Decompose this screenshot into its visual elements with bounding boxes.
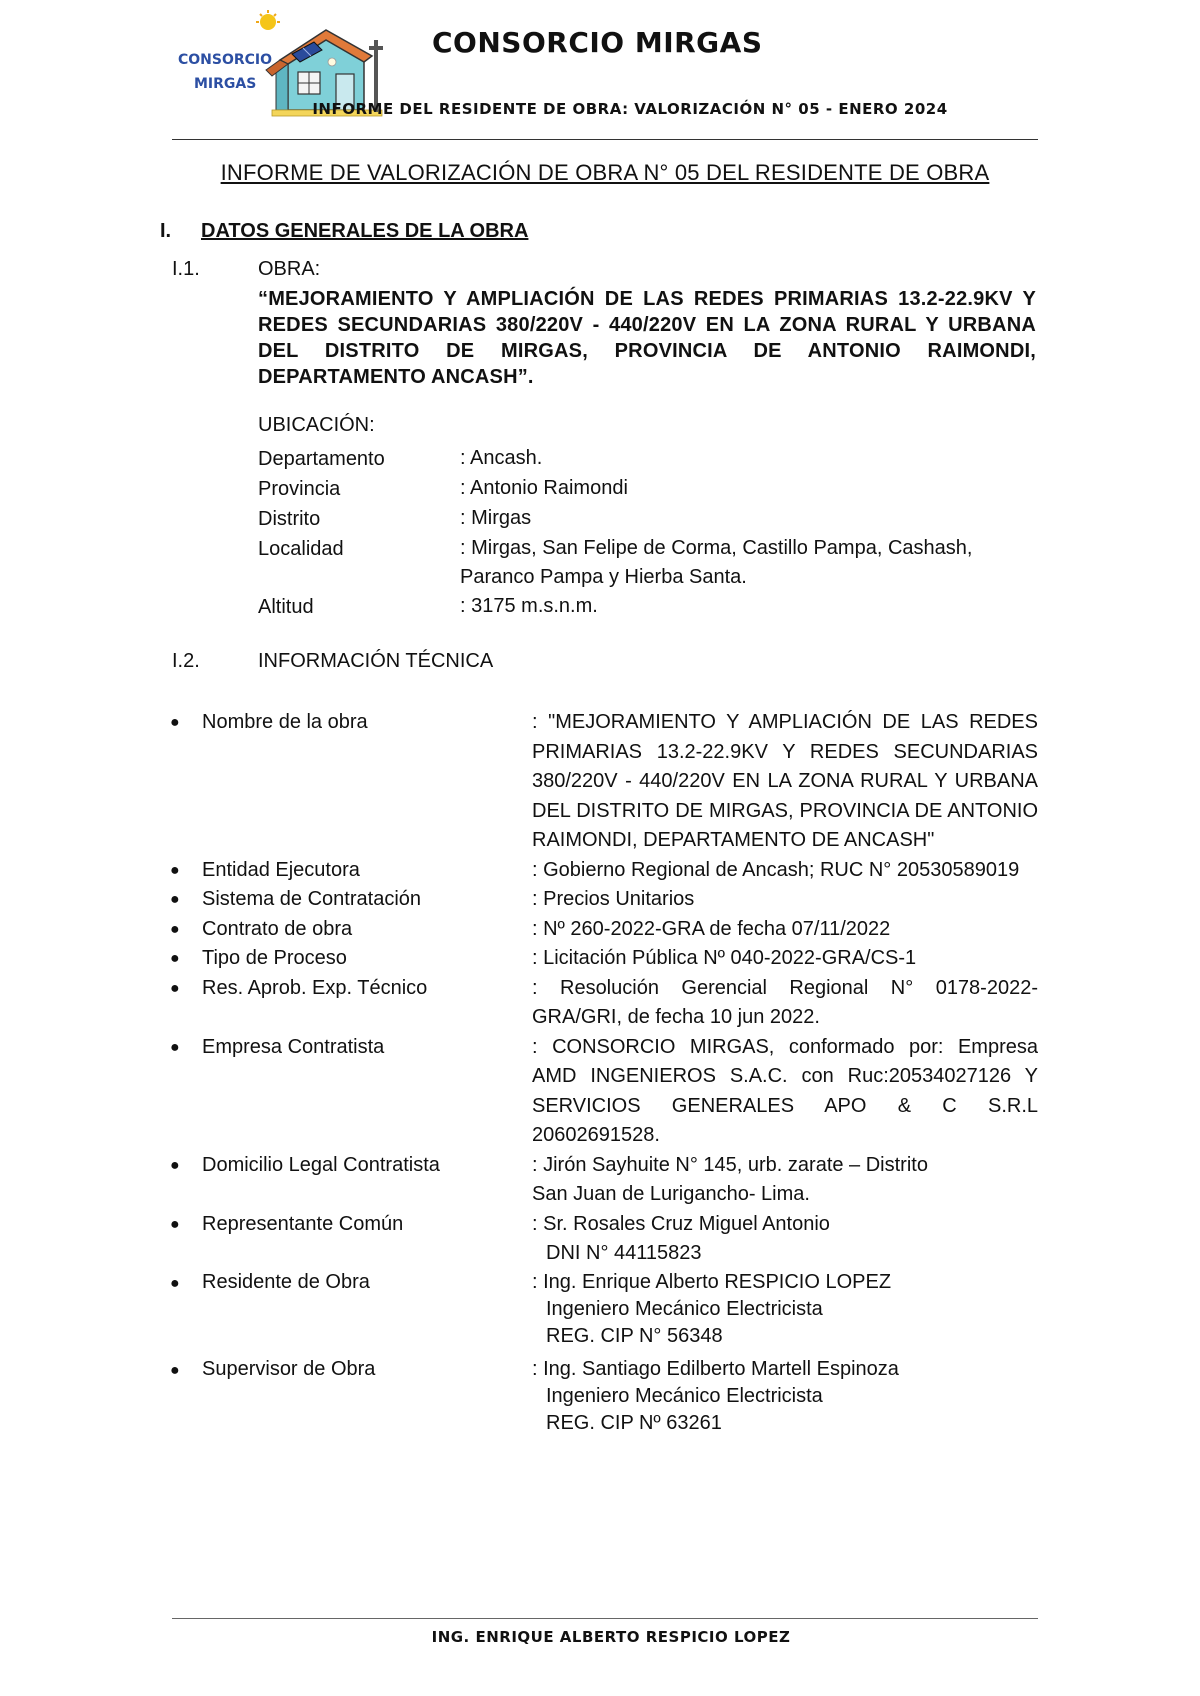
tech-value: : Licitación Pública Nº 040-2022-GRA/CS-1 — [532, 947, 917, 969]
list-item — [170, 1151, 1038, 1210]
tech-value: : Sr. Rosales Cruz Miguel Antonio — [532, 1212, 830, 1235]
company-name: CONSORCIO MIRGAS — [432, 26, 763, 59]
report-subtitle: INFORME DEL RESIDENTE DE OBRA: VALORIZACIÓN N° 05 - ENERO 2024 — [312, 100, 948, 118]
ubicacion-value: : 3175 m.s.n.m. — [460, 595, 598, 617]
ubicacion-value: : Mirgas — [460, 507, 532, 529]
tech-key: Empresa Contratista — [202, 1035, 385, 1058]
tech-key: Entidad Ejecutora — [202, 858, 360, 881]
tech-key: Supervisor de Obra — [202, 1357, 376, 1380]
tech-key: Contrato de obra — [202, 917, 353, 940]
tech-value-group — [532, 1269, 1038, 1350]
bullet-icon: ● — [170, 950, 180, 967]
section-number: I. — [160, 220, 172, 242]
bullet-icon: ● — [170, 1038, 180, 1056]
ubicacion-value: : Ancash. — [460, 447, 543, 469]
ubicacion-key: Localidad — [258, 538, 344, 560]
obra-description: “MEJORAMIENTO Y AMPLIACIÓN DE LAS REDES PRIMARIAS 13.2-22.9KV Y REDES SECUNDARIAS 380/220V - 440/220V EN LA ZONA RURAL Y URBANA DEL DISTRITO DE MIRGAS, PROVINCIA DE ANTONIO RAIMONDI, DEPARTAMENTO ANCASH”. — [258, 288, 1036, 388]
subsection-label-obra: OBRA: — [258, 258, 321, 280]
subsection-label-tecnica: INFORMACIÓN TÉCNICA — [258, 650, 494, 672]
list-item — [170, 856, 1038, 886]
footer-signature: ING. ENRIQUE ALBERTO RESPICIO LOPEZ — [431, 1628, 791, 1646]
ubicacion-value: : Mirgas, San Felipe de Corma, Castillo Pampa, Cashash, Paranco Pampa y Hierba Santa. — [460, 537, 973, 588]
bullet-icon: ● — [170, 1215, 180, 1233]
ubicacion-key: Altitud — [258, 596, 314, 618]
subsection-number-tecnica: I.2. — [172, 650, 200, 672]
tech-key: Representante Común — [202, 1212, 404, 1235]
ubicacion-key: Distrito — [258, 508, 321, 530]
subsection-number-obra: I.1. — [172, 258, 200, 280]
list-item — [170, 915, 1038, 945]
tech-key: Res. Aprob. Exp. Técnico — [202, 976, 428, 999]
bullet-icon: ● — [170, 920, 180, 938]
tech-key: Residente de Obra — [202, 1270, 370, 1293]
tech-value: : Ing. Enrique Alberto RESPICIO LOPEZ — [532, 1270, 892, 1293]
tech-value: : Jirón Sayhuite N° 145, urb. zarate – Distrito — [532, 1153, 928, 1176]
tech-value-line2: Ingeniero Mecánico Electricista — [546, 1384, 823, 1407]
ubicacion-value: : Antonio Raimondi — [460, 477, 628, 499]
ubicacion-row — [258, 534, 1038, 592]
list-item — [170, 1269, 1038, 1350]
header-divider — [172, 139, 1038, 140]
logo-text-line2: MIRGAS — [194, 76, 257, 92]
ubicacion-row — [258, 592, 1038, 622]
bullet-icon: ● — [170, 861, 180, 879]
ubicacion-key: Departamento — [258, 448, 385, 470]
tech-value: : Resolución Gerencial Regional N° 0178-2022-GRA/GRI, de fecha 10 jun 2022. — [532, 976, 1038, 1028]
tech-value-line2: Ingeniero Mecánico Electricista — [546, 1297, 823, 1320]
bullet-icon: ● — [170, 979, 180, 997]
ubicacion-row — [258, 504, 1038, 534]
ubicacion-key: Provincia — [258, 478, 341, 500]
tech-value: : "MEJORAMIENTO Y AMPLIACIÓN DE LAS REDES PRIMARIAS 13.2-22.9KV Y REDES SECUNDARIAS 380/220V - 440/220V EN LA ZONA RURAL Y URBANA DEL DISTRITO DE MIRGAS, PROVINCIA DE ANTONIO RAIMONDI, DEPARTAMENTO DE ANCASH" — [532, 711, 1038, 851]
tech-value-line3: REG. CIP N° 56348 — [546, 1324, 723, 1347]
bullet-icon: ● — [170, 1361, 180, 1379]
tech-value: : Ing. Santiago Edilberto Martell Espinoza — [532, 1357, 899, 1380]
ubicacion-table — [258, 444, 1038, 622]
list-item — [170, 1356, 1038, 1437]
list-item — [170, 885, 1038, 915]
bullet-icon: ● — [170, 1156, 180, 1174]
tech-value: : Precios Unitarios — [532, 888, 695, 910]
tech-value: : Nº 260-2022-GRA de fecha 07/11/2022 — [532, 917, 891, 940]
tech-key: Tipo de Proceso — [202, 947, 347, 969]
section-title: DATOS GENERALES DE LA OBRA — [201, 220, 529, 242]
bullet-icon: ● — [170, 714, 180, 731]
list-item — [170, 708, 1038, 856]
list-item — [170, 974, 1038, 1033]
tech-value-group — [532, 1210, 1038, 1269]
tech-value-group — [532, 1356, 1038, 1437]
tech-value: : CONSORCIO MIRGAS, conformado por: Empresa AMD INGENIEROS S.A.C. con Ruc:20534027126 Y SERVICIOS GENERALES APO & C S.R.L 20602691528. — [532, 1035, 1038, 1146]
list-item — [170, 1033, 1038, 1151]
tech-value-line3: REG. CIP Nº 63261 — [546, 1411, 722, 1434]
tech-key: Domicilio Legal Contratista — [202, 1153, 440, 1176]
technical-info-list — [170, 708, 1038, 1437]
tech-key: Sistema de Contratación — [202, 888, 422, 910]
footer-divider — [172, 1618, 1038, 1619]
document-title: INFORME DE VALORIZACIÓN DE OBRA N° 05 DEL RESIDENTE DE OBRA — [220, 160, 990, 185]
ubicacion-row — [258, 474, 1038, 504]
tech-key: Nombre de la obra — [202, 711, 368, 733]
tech-value-group — [532, 1151, 1038, 1210]
bullet-icon: ● — [170, 1274, 180, 1292]
bullet-icon: ● — [170, 891, 180, 908]
tech-value-line2: San Juan de Lurigancho- Lima. — [532, 1183, 810, 1205]
ubicacion-row — [258, 444, 1038, 474]
logo-text-line1: CONSORCIO — [178, 52, 273, 68]
list-item — [170, 944, 1038, 974]
tech-value: : Gobierno Regional de Ancash; RUC N° 20530589019 — [532, 858, 1020, 881]
tech-value-line2: DNI N° 44115823 — [546, 1242, 702, 1264]
ubicacion-label: UBICACIÓN: — [258, 414, 375, 436]
list-item — [170, 1210, 1038, 1269]
